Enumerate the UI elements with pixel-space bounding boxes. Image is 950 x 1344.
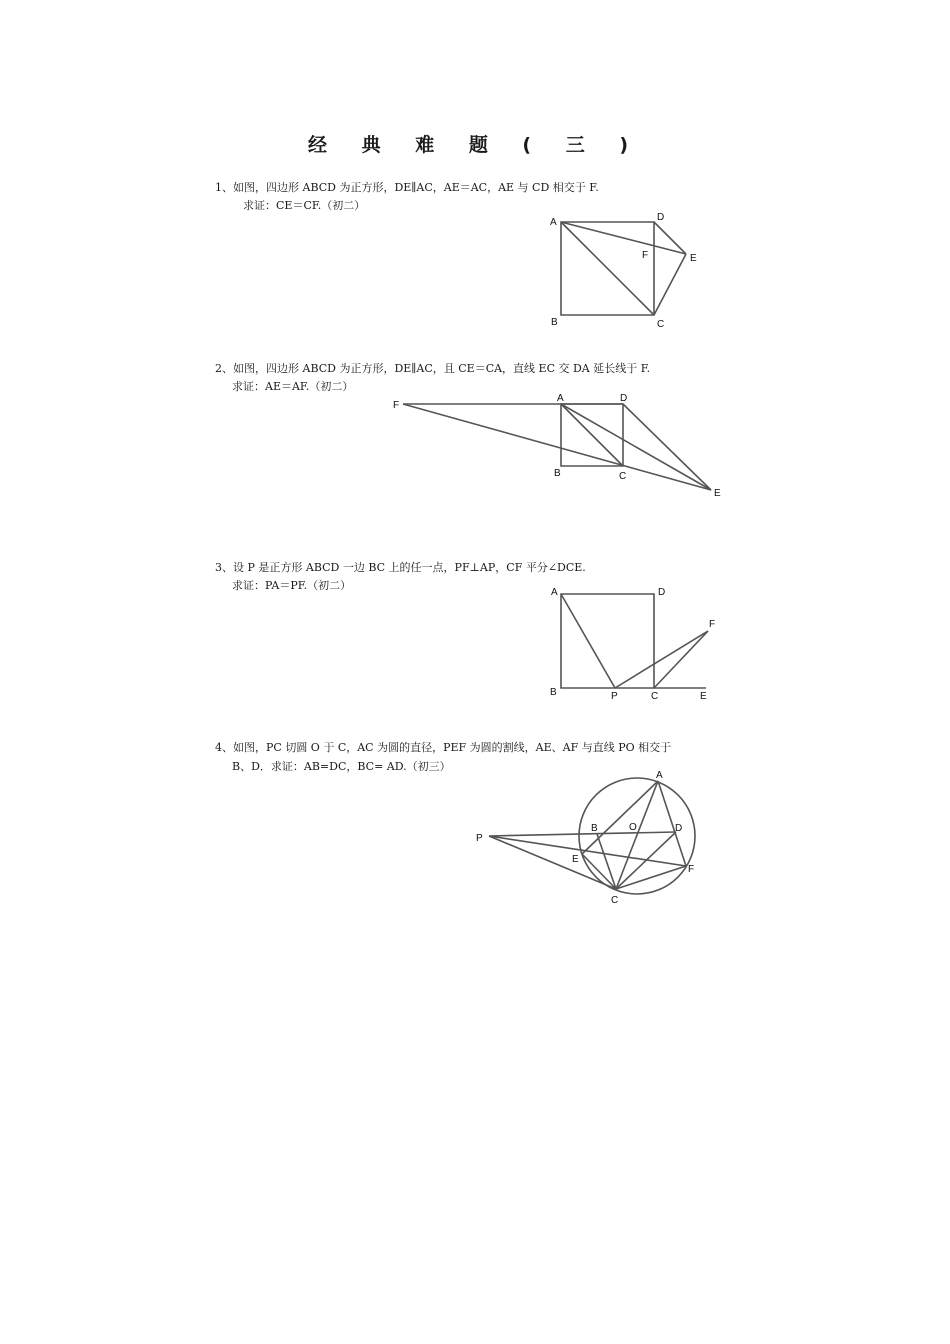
segment-ec	[582, 854, 616, 889]
line-pd	[489, 832, 676, 836]
label-p: P	[611, 691, 618, 702]
label-f: F	[709, 619, 716, 630]
label-c: C	[657, 319, 665, 330]
label-c: C	[619, 471, 627, 482]
label-b: B	[591, 823, 598, 834]
problem-1-statement: 1、如图，四边形 ABCD 为正方形，DE∥AC，AE＝AC，AE 与 CD 相交于 F.	[215, 181, 599, 194]
label-e: E	[690, 253, 697, 264]
label-a: A	[656, 770, 663, 781]
label-d: D	[658, 587, 666, 598]
label-e: E	[572, 854, 579, 865]
label-e: E	[714, 488, 721, 499]
problem-4-statement: 4、如图，PC 切圆 O 于 C，AC 为圆的直径，PEF 为圆的割线，AE、AF 与直线 PO 相交于	[215, 741, 672, 754]
label-e: E	[700, 691, 707, 702]
label-d: D	[675, 823, 683, 834]
label-f: F	[642, 250, 649, 261]
problem-2-statement: 2、如图，四边形 ABCD 为正方形，DE∥AC，且 CE＝CA，直线 EC 交 DA 延长线于 F.	[215, 362, 651, 375]
problem-1-proof: 求证：CE＝CF.（初二）	[243, 199, 366, 212]
label-c: C	[651, 691, 659, 702]
tangent-pc	[489, 836, 616, 889]
label-a: A	[550, 217, 557, 228]
label-b: B	[551, 317, 558, 328]
segment-ae	[582, 781, 658, 854]
label-f: F	[688, 864, 695, 875]
label-a: A	[557, 393, 564, 404]
label-d: D	[657, 212, 665, 223]
label-b: B	[554, 468, 561, 479]
problem-2-proof: 求证：AE＝AF.（初二）	[232, 380, 354, 393]
label-f: F	[393, 400, 400, 411]
diameter-ac	[616, 781, 658, 889]
label-d: D	[620, 393, 628, 404]
problem-3-proof: 求证：PA＝PF.（初二）	[232, 579, 352, 592]
problem-4-proof: B、D．求证：AB=DC，BC= AD.（初三）	[232, 760, 451, 773]
problem-3-statement: 3、设 P 是正方形 ABCD 一边 BC 上的任一点，PF⊥AP，CF 平分∠DCE.	[215, 561, 586, 574]
label-a: A	[551, 587, 558, 598]
segment-dc	[616, 832, 676, 889]
label-c: C	[611, 895, 619, 906]
label-p: P	[476, 833, 483, 844]
page-title: 经 典 难 题 ( 三 )	[307, 134, 643, 156]
segment-fc	[616, 866, 686, 889]
label-b: B	[550, 687, 557, 698]
label-o: O	[629, 822, 637, 833]
